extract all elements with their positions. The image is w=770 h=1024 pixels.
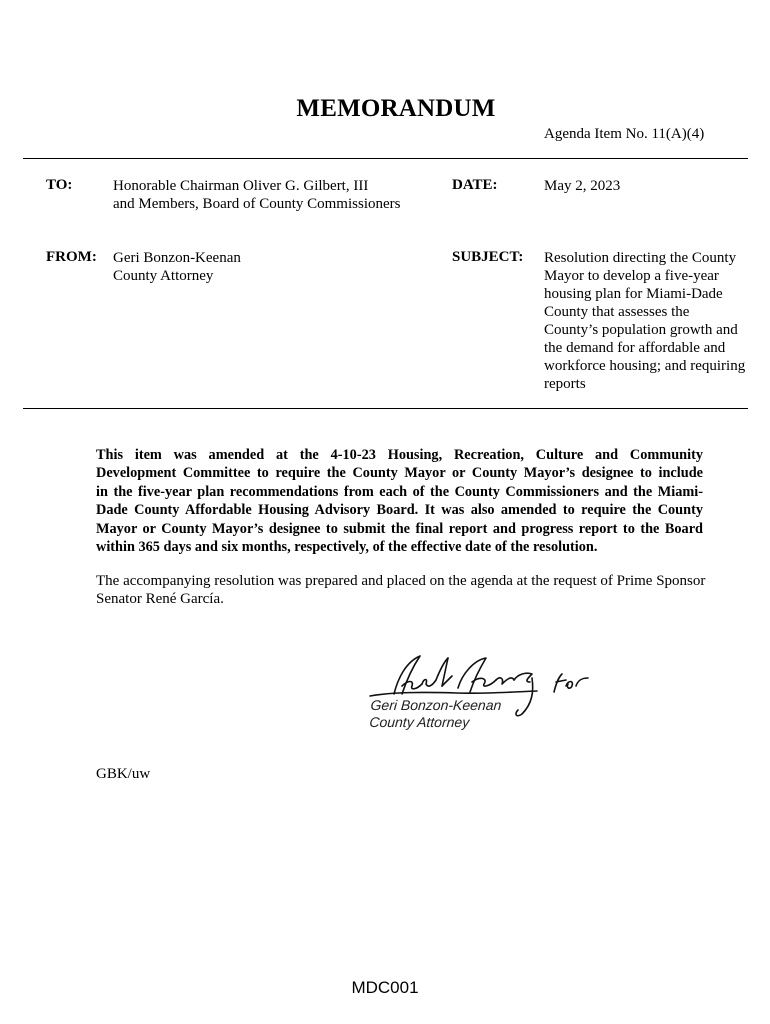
- subject-line: Mayor to develop a five-year: [544, 268, 719, 284]
- amendment-line: Development Committee to require the County Mayor or County Mayor’s designee to include: [96, 465, 703, 482]
- paragraph-line: Senator René García.: [96, 591, 224, 607]
- subject-line: County’s population growth and: [544, 322, 738, 338]
- from-value: [113, 249, 241, 285]
- subject-line: housing plan for Miami-Dade: [544, 286, 723, 302]
- amendment-note: [96, 446, 703, 556]
- amendment-line: in the five-year plan recommendations from each of the County Commissioners and the Miami-: [96, 483, 703, 500]
- signer-title: County Attorney: [368, 714, 470, 730]
- top-divider: [23, 158, 748, 159]
- subject-label: SUBJECT:: [452, 249, 524, 265]
- from-label: FROM:: [46, 249, 97, 265]
- subject-line: workforce housing; and requiring: [544, 358, 746, 374]
- sponsor-paragraph: [96, 572, 716, 608]
- from-line: County Attorney: [113, 268, 214, 284]
- subject-line: County that assesses the: [544, 304, 690, 320]
- document-footer-code: MDC001: [351, 978, 419, 997]
- subject-line: Resolution directing the County: [544, 250, 737, 266]
- to-line: and Members, Board of County Commissioners: [113, 196, 401, 212]
- amendment-line: Mayor or County Mayor’s designee to submit the final report and progress report to the Board: [96, 520, 703, 537]
- amendment-line: within 365 days and six months, respectively, of the effective date of the resolution.: [96, 539, 598, 556]
- to-label: TO:: [46, 177, 73, 193]
- signature-block: [369, 697, 502, 731]
- date-value: May 2, 2023: [544, 178, 621, 194]
- bottom-divider: [23, 408, 748, 409]
- amendment-line: Dade County Affordable Housing Advisory Board. It was also amended to require the County: [96, 502, 703, 519]
- subject-line: the demand for affordable and: [544, 340, 726, 356]
- to-value: [113, 177, 400, 213]
- signer-name: Geri Bonzon-Keenan: [370, 697, 502, 713]
- amendment-line: This item was amended at the 4-10-23 Housing, Recreation, Culture and Community: [96, 447, 703, 463]
- paragraph-line: The accompanying resolution was prepared and placed on the agenda at the request of Prime Sponsor: [96, 573, 706, 589]
- from-line: Geri Bonzon-Keenan: [113, 250, 241, 266]
- reference-initials: GBK/uw: [96, 766, 151, 782]
- agenda-item-number: Agenda Item No. 11(A)(4): [544, 126, 705, 142]
- to-line: Honorable Chairman Oliver G. Gilbert, III: [113, 178, 369, 194]
- date-label: DATE:: [452, 177, 498, 193]
- subject-value: [544, 249, 759, 393]
- subject-line: reports: [544, 376, 586, 392]
- memo-title: MEMORANDUM: [296, 95, 496, 122]
